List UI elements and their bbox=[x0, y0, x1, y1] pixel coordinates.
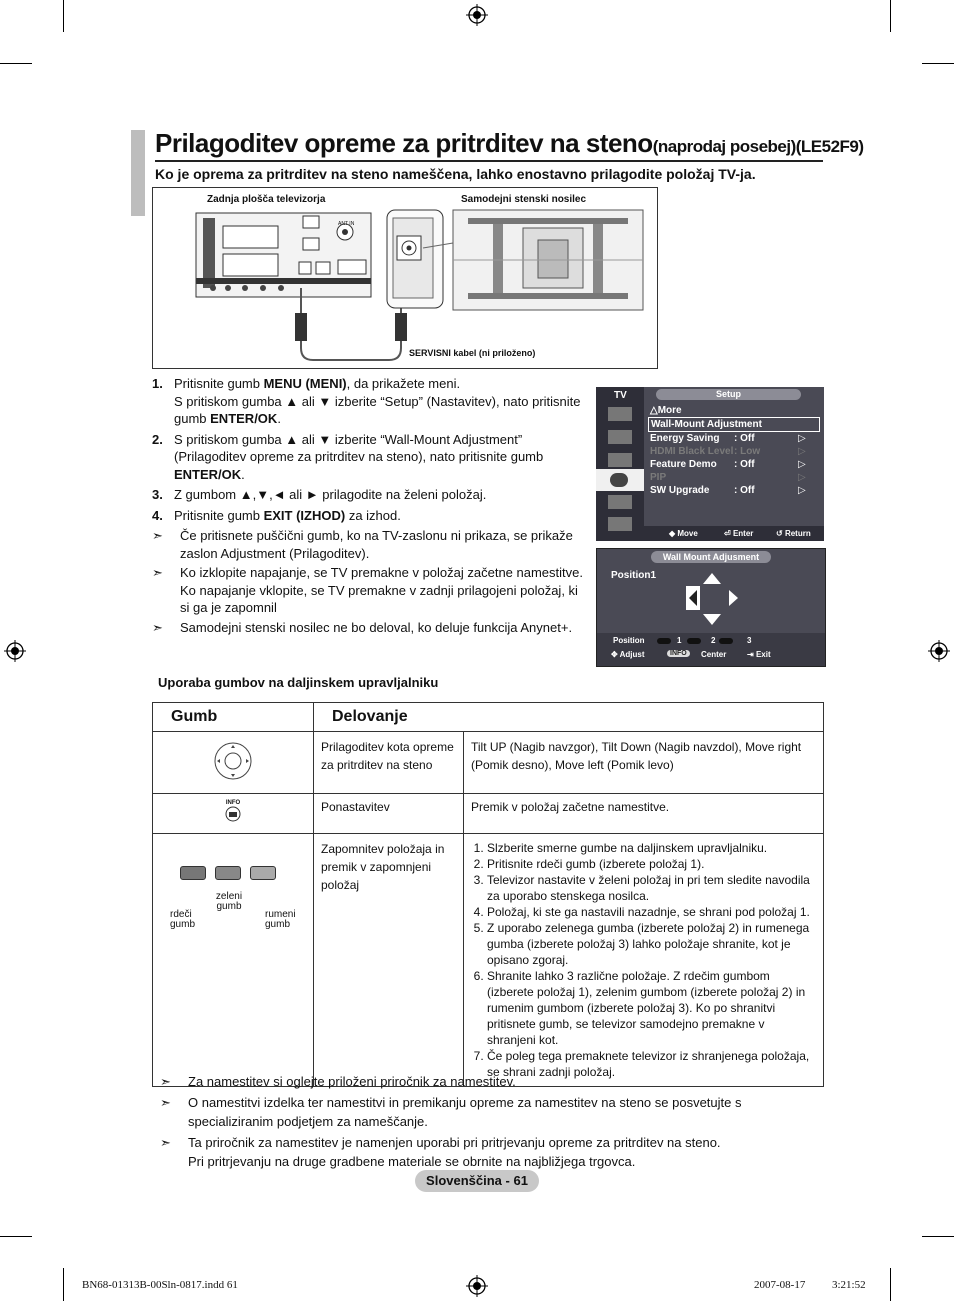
submenu-arrow-icon: ▷ bbox=[798, 433, 806, 444]
step-text: , da prikažete meni. bbox=[346, 376, 461, 391]
menu-title: Setup bbox=[656, 389, 801, 400]
position-3: 3 bbox=[747, 636, 752, 645]
menu-item[interactable] bbox=[648, 471, 820, 484]
adjust-hint: ✥ Adjust bbox=[611, 650, 645, 659]
list-item: 3. Televizor nastavite v želeni položaj in pri tem sledite navodila za uporabo stenskega nosilca. bbox=[487, 872, 816, 904]
row-desc: Tilt UP (Nagib navzgor), Tilt Down (Nagib navzdol), Move right (Pomik desno), Move left (Pomik levo) bbox=[464, 732, 824, 794]
info-button-icon bbox=[225, 806, 241, 822]
menu-item[interactable] bbox=[648, 484, 820, 497]
bottom-note-text: O namestitvi izdelka ter namestitvi in premikanju opreme za namestitev na steno se posvetujte s specializiranim podjetjem za nameščanje. bbox=[188, 1095, 742, 1129]
bottom-note-text: Za namestitev si oglejte priloženi priročnik za namestitev. bbox=[188, 1074, 516, 1089]
setup-menu-icon-selected bbox=[596, 469, 644, 491]
step-number: 1. bbox=[152, 376, 163, 391]
note-arrow-icon: ➣ bbox=[152, 528, 163, 543]
ant-in-label: ANT IN bbox=[338, 221, 355, 227]
enter-hint: ⏎ Enter bbox=[724, 529, 754, 538]
menu-item-label: Wall-Mount Adjustment bbox=[651, 419, 762, 430]
title-accent-bar bbox=[131, 130, 145, 216]
menu-item[interactable] bbox=[648, 458, 820, 471]
crop-mark bbox=[922, 63, 954, 64]
submenu-arrow-icon: ▷ bbox=[798, 459, 806, 470]
remote-buttons-table bbox=[152, 702, 824, 1087]
step-bold-text: ENTER/OK bbox=[174, 466, 242, 482]
page-title-suffix: (naprodaj posebej)(LE52F9) bbox=[652, 137, 864, 156]
green-button bbox=[215, 866, 241, 880]
menu-item-value: : Off bbox=[734, 433, 755, 444]
menu-item[interactable] bbox=[648, 417, 820, 432]
channel-menu-icon bbox=[608, 453, 632, 467]
direction-pad-icon bbox=[213, 741, 253, 781]
menu-item-label: SW Upgrade bbox=[650, 485, 710, 496]
registration-mark-icon bbox=[466, 1275, 488, 1297]
connection-diagram bbox=[152, 187, 658, 369]
list-item: 7. Če poleg tega premaknete televizor iz shranjenega položaja, se shrani zadnji položaj. bbox=[487, 1048, 816, 1080]
menu-footer bbox=[644, 526, 824, 541]
green-button-label: zeleni gumb bbox=[215, 891, 243, 912]
red-button-label: rdeči gumb bbox=[170, 909, 196, 930]
return-hint: ↺ Return bbox=[776, 529, 811, 538]
position-label: Position1 bbox=[611, 570, 657, 581]
note-arrow-icon: ➣ bbox=[152, 619, 163, 635]
note-arrow-icon: ➣ bbox=[160, 1095, 171, 1110]
red-position-dot bbox=[657, 638, 671, 644]
step-number: 2. bbox=[152, 431, 163, 447]
instruction-steps bbox=[152, 375, 587, 638]
menu-item-value: : Low bbox=[734, 446, 761, 457]
list-item: 6. Shranite lahko 3 različne položaje. Z rdečim gumbom (izberete položaj 1), zelenim gumbom (izberete položaj 2) in rumenim gumbom (izberete položaj 3). Ko po shranitvi pritisnete gumb, se televizor samodejno premakne v shranjeni kot. bbox=[487, 968, 816, 1048]
exit-hint: ⇥ Exit bbox=[747, 650, 771, 659]
color-buttons-cell bbox=[153, 834, 314, 1087]
row-desc bbox=[464, 834, 824, 1087]
crop-mark bbox=[63, 1268, 64, 1301]
bottom-note-text: Ta priročnik za namestitev je namenjen uporabi pri pritrjevanju opreme za pritrditev na steno. Pri pritrjevanju na druge gradbene materiale se obrnite na najbližjega trgovca. bbox=[188, 1135, 721, 1169]
bottom-note-item bbox=[160, 1093, 800, 1131]
wall-menu-title: Wall Mount Adjusment bbox=[651, 551, 771, 563]
menu-item[interactable] bbox=[648, 445, 820, 458]
note-text: Če pritisnete puščični gumb, ko na TV-zaslonu ni prikaza, se prikaže zaslon Adjustment (Prilagoditev). bbox=[180, 528, 573, 561]
step-bold-text: MENU (MENI) bbox=[263, 376, 347, 391]
remote-heading: Uporaba gumbov na daljinskem upravljalniku bbox=[158, 675, 439, 690]
col-header-button: Gumb bbox=[153, 703, 314, 732]
step-item bbox=[152, 375, 587, 428]
cable-caption: SERVISNI kabel (ni priloženo) bbox=[409, 348, 536, 358]
tv-back-caption: Zadnja plošča televizorja bbox=[207, 194, 326, 205]
col-header-action: Delovanje bbox=[314, 703, 824, 732]
page-number: Slovenščina - 61 bbox=[415, 1170, 539, 1192]
yellow-position-dot bbox=[719, 638, 733, 644]
submenu-arrow-icon: ▷ bbox=[798, 472, 806, 483]
bottom-note-item bbox=[160, 1072, 800, 1091]
step-number: 4. bbox=[152, 507, 163, 523]
registration-mark-icon bbox=[4, 640, 26, 662]
direction-arrows-icon bbox=[683, 571, 741, 627]
note-item bbox=[152, 564, 587, 617]
crop-mark bbox=[922, 1236, 954, 1237]
crop-mark bbox=[0, 1236, 32, 1237]
step-text: za izhod. bbox=[345, 507, 401, 523]
bottom-notes bbox=[160, 1072, 800, 1173]
submenu-arrow-icon: ▷ bbox=[798, 485, 806, 496]
page-title: Prilagoditev opreme za pritrditev na steno(naprodaj posebej)(LE52F9) bbox=[155, 128, 864, 158]
sound-menu-icon bbox=[608, 430, 632, 444]
note-arrow-icon: ➣ bbox=[160, 1074, 171, 1089]
menu-item[interactable] bbox=[648, 404, 820, 417]
step-text: Z gumbom ▲,▼,◄ ali ► prilagodite na želeni položaj. bbox=[174, 487, 487, 502]
list-item: 5. Z uporabo zelenega gumba (izberete položaj 2) in rumenega gumba (izberete položaj 3) lahko položaje shranite, kot je opisano zgoraj. bbox=[487, 920, 816, 968]
menu-item-label: Energy Saving bbox=[650, 433, 720, 444]
menu-item-label: Feature Demo bbox=[650, 459, 717, 470]
position-footer-label: Position bbox=[613, 636, 645, 645]
note-text: Samodejni stenski nosilec ne bo deloval, ko deluje funkcija Anynet+. bbox=[180, 619, 573, 635]
menu-item-label: PIP bbox=[650, 472, 667, 483]
intro-text: Ko je oprema za pritrditev na steno nameščena, lahko enostavno prilagodite položaj TV-ja. bbox=[155, 166, 756, 182]
move-hint: ◆ Move bbox=[669, 529, 698, 538]
direction-pad-cell bbox=[153, 732, 314, 794]
row-name: Prilagoditev kota opreme za pritrditev na steno bbox=[314, 732, 464, 794]
step-bold-text: ENTER/OK bbox=[210, 411, 278, 426]
file-slug: BN68-01313B-00Sln-0817.indd 61 bbox=[82, 1279, 238, 1291]
menu-item-label: △More bbox=[650, 405, 682, 416]
step-text: Pritisnite gumb bbox=[174, 507, 264, 523]
wall-bracket-caption: Samodejni stenski nosilec bbox=[461, 194, 587, 205]
wall-mount-menu-screenshot bbox=[596, 548, 826, 667]
note-item bbox=[152, 619, 587, 637]
step-text: S pritiskom gumba ▲ ali ▼ izberite “Wall-Mount Adjustment” (Prilagoditev opreme za pritrditev na steno), nato pritisnite gumb bbox=[174, 431, 544, 464]
info-badge: INFO bbox=[667, 650, 690, 657]
red-button bbox=[180, 866, 206, 880]
registration-mark-icon bbox=[466, 4, 488, 26]
diagram-drawing bbox=[153, 188, 657, 368]
note-text: Ko izklopite napajanje, se TV premakne v položaj začetne namestitve. Ko napajanje vklopite, se TV premakne v zadnji prilagojeni položaj, ki si ga je zapomnil bbox=[180, 565, 583, 615]
bottom-note-item bbox=[160, 1133, 800, 1171]
step-text: S pritiskom gumba ▲ ali ▼ izberite “Setup” (Nastavitev), nato pritisnite gumb bbox=[174, 393, 581, 426]
note-arrow-icon: ➣ bbox=[160, 1135, 171, 1150]
position-2: 2 bbox=[711, 636, 716, 645]
info-button-cell bbox=[153, 794, 314, 834]
yellow-button-label: rumeni gumb bbox=[265, 909, 296, 930]
menu-tv-label: TV bbox=[614, 390, 627, 401]
yellow-button bbox=[250, 866, 276, 880]
picture-menu-icon bbox=[608, 407, 632, 421]
step-text: . bbox=[241, 466, 245, 482]
position-1: 1 bbox=[677, 636, 682, 645]
step-item bbox=[152, 486, 587, 504]
app-menu-icon bbox=[608, 517, 632, 531]
crop-mark bbox=[890, 1268, 891, 1301]
list-item: 4. Položaj, ki ste ga nastavili nazadnje, se shrani pod položaj 1. bbox=[487, 904, 816, 920]
time-slug: 3:21:52 bbox=[832, 1279, 866, 1291]
date-slug: 2007-08-17 bbox=[754, 1279, 806, 1291]
step-bold-text: EXIT (IZHOD) bbox=[263, 507, 346, 523]
row-name: Ponastavitev bbox=[314, 794, 464, 834]
menu-item-value: : Off bbox=[734, 485, 755, 496]
input-menu-icon bbox=[608, 495, 632, 509]
note-item bbox=[152, 527, 587, 562]
list-item: 1. Slzberite smerne gumbe na daljinskem upravljalniku. bbox=[487, 840, 816, 856]
note-arrow-icon: ➣ bbox=[152, 565, 163, 580]
step-text: Pritisnite gumb bbox=[174, 376, 264, 391]
green-position-dot bbox=[687, 638, 701, 644]
info-button-label: INFO bbox=[225, 800, 241, 806]
crop-mark bbox=[890, 0, 891, 32]
menu-item-value: : Off bbox=[734, 459, 755, 470]
step-text: . bbox=[277, 411, 281, 426]
row-desc: Premik v položaj začetne namestitve. bbox=[464, 794, 824, 834]
setup-menu-screenshot bbox=[596, 387, 824, 541]
menu-item[interactable] bbox=[648, 432, 820, 445]
step-item bbox=[152, 507, 587, 525]
registration-mark-icon bbox=[928, 640, 950, 662]
wall-menu-footer bbox=[597, 633, 825, 666]
submenu-arrow-icon: ▷ bbox=[798, 446, 806, 457]
title-underline bbox=[155, 160, 823, 162]
list-item: 2. Pritisnite rdeči gumb (izberete položaj 1). bbox=[487, 856, 816, 872]
menu-item-label: HDMI Black Level bbox=[650, 446, 734, 457]
step-item bbox=[152, 431, 587, 484]
crop-mark bbox=[63, 0, 64, 32]
crop-mark bbox=[0, 63, 32, 64]
row-name: Zapomnitev položaja in premik v zapomnjeni položaj bbox=[314, 834, 464, 1087]
step-number: 3. bbox=[152, 487, 163, 502]
center-hint: Center bbox=[701, 650, 727, 659]
